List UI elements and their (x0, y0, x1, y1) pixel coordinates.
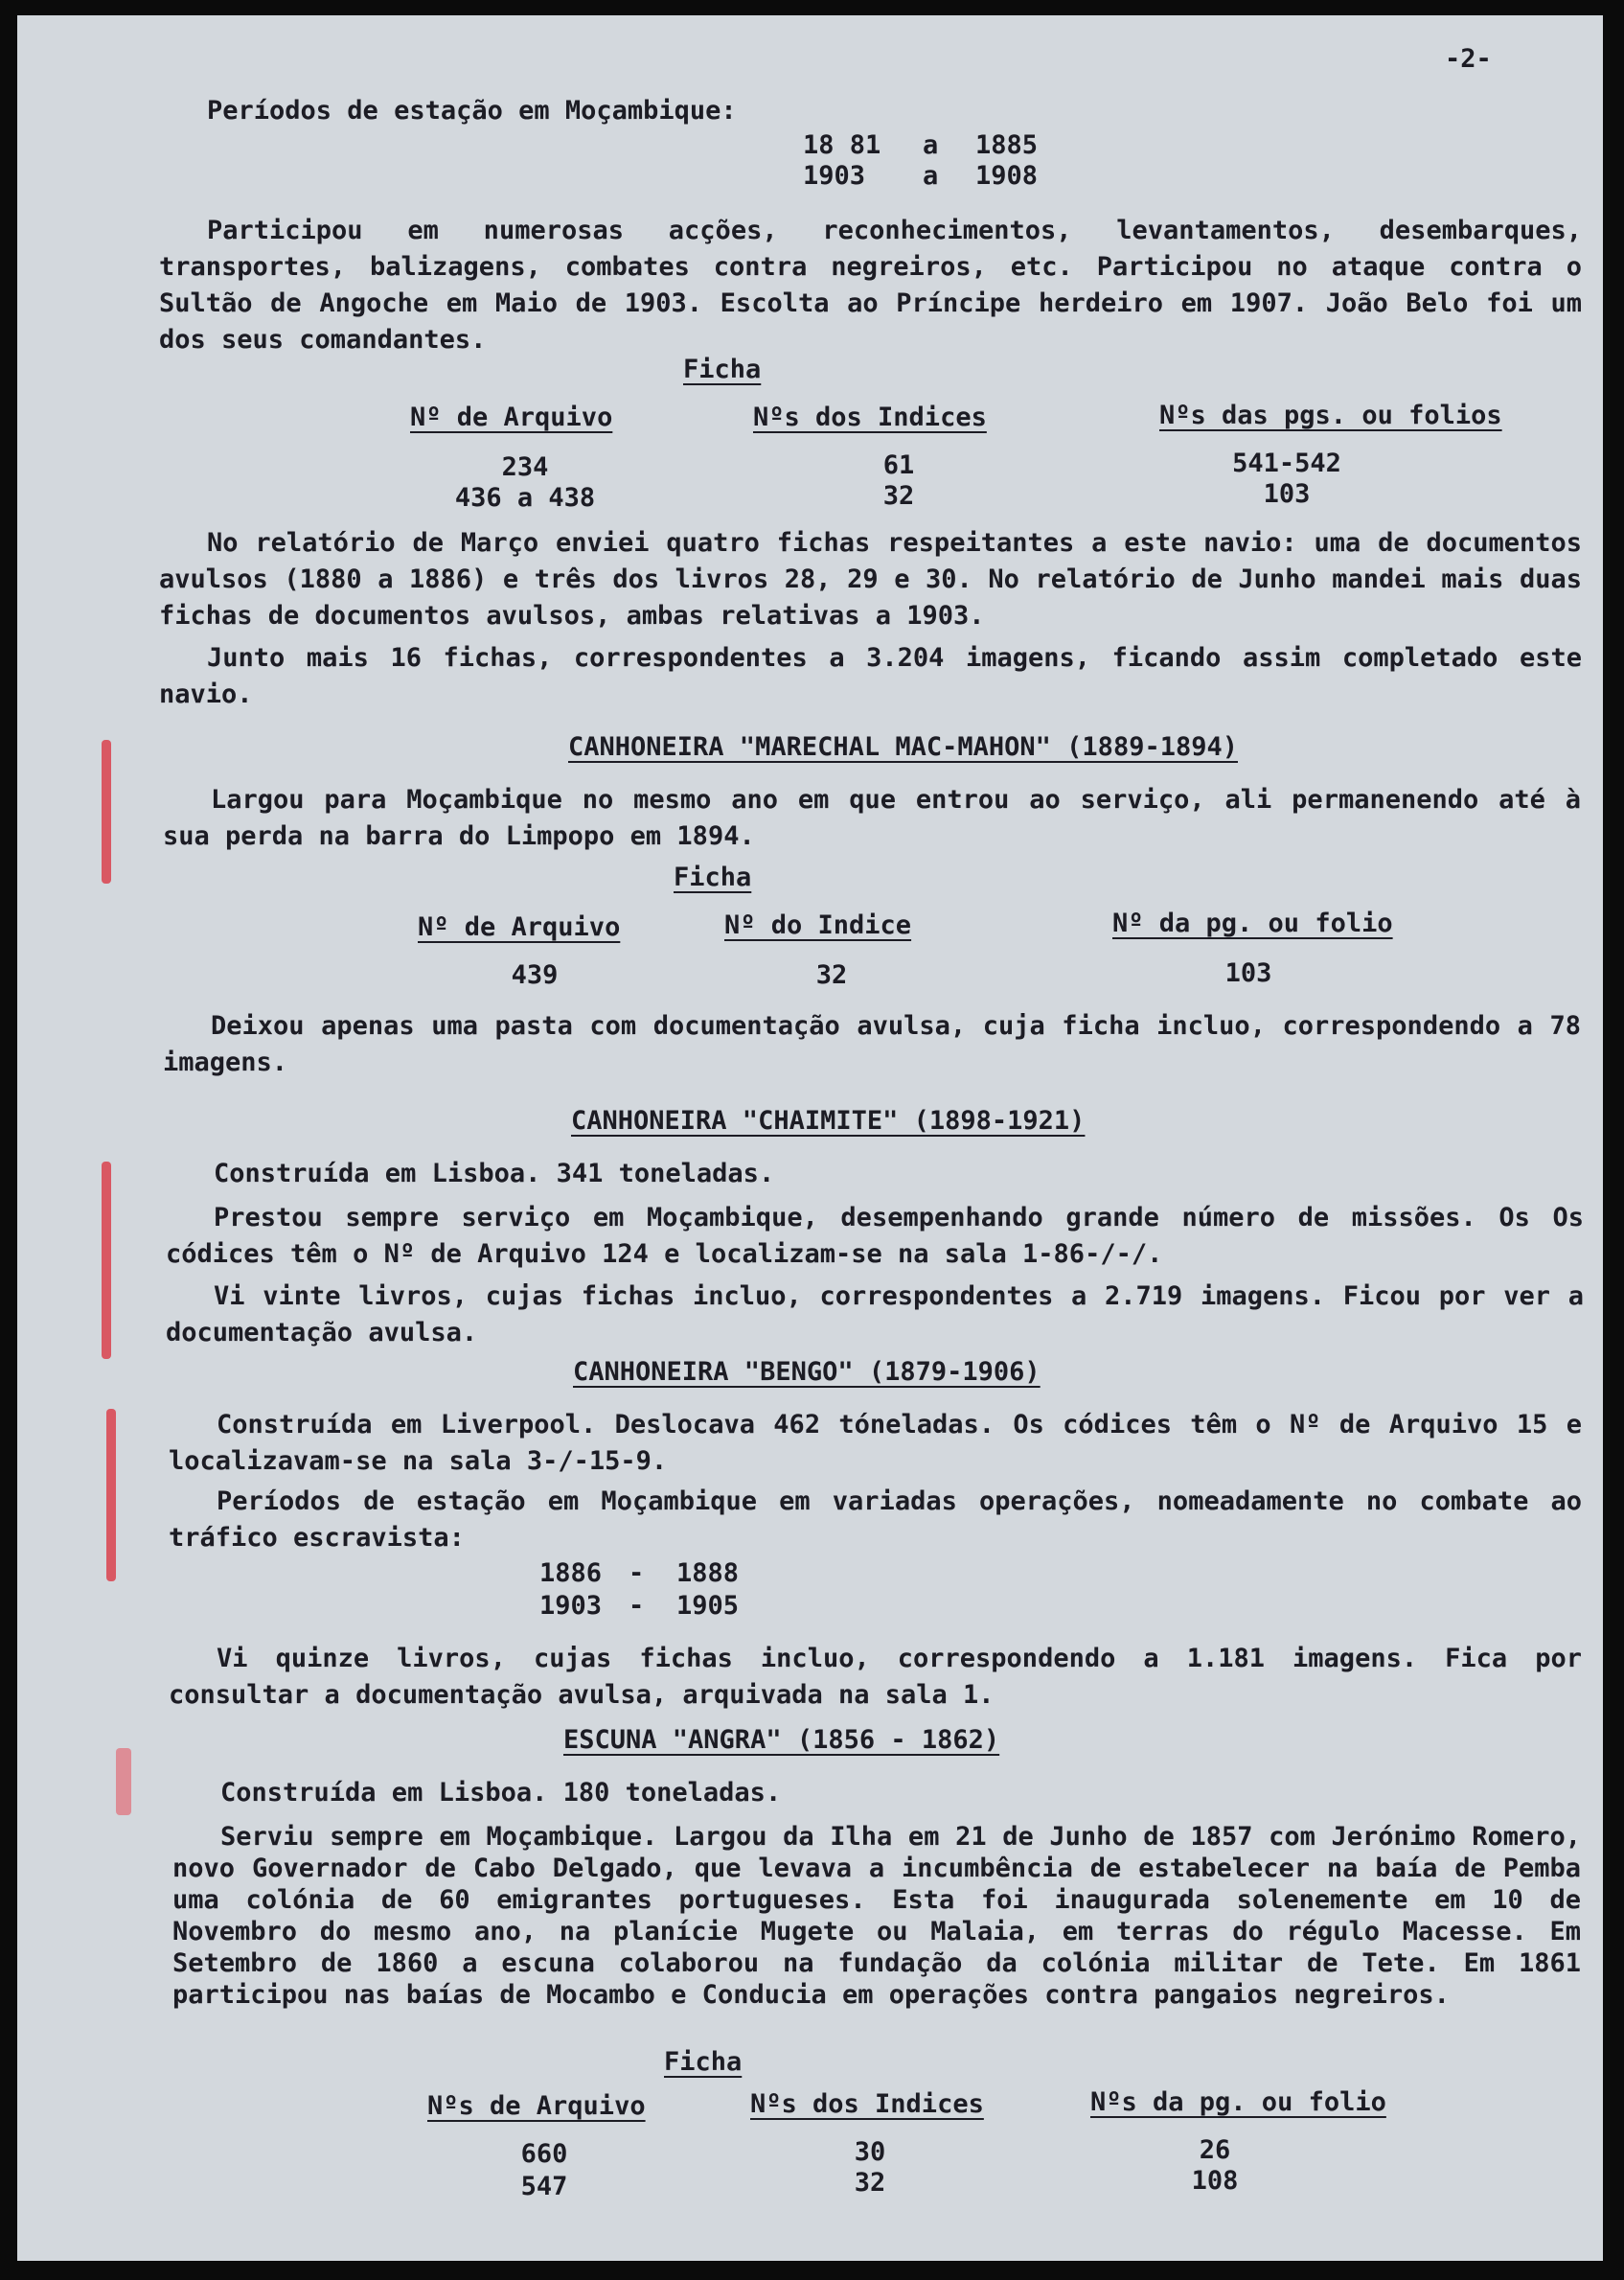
periods-label: Períodos de estação em Moçambique: (207, 96, 737, 126)
marechal-paragraph: Largou para Moçambique no mesmo ano em que entrou ao serviço, ali permanenendo até à sua perda na barra do Limpopo em 1894. (163, 785, 1581, 851)
bengo-p2: Períodos de estação em Moçambique em variadas operações, nomeadamente no combate ao tráfico escravista: (169, 1486, 1582, 1553)
period-to: 1885 (975, 130, 1039, 160)
chaimite-p3: Vi vinte livros, cujas fichas incluo, correspondentes a 2.719 imagens. Ficou por ver a documentação avulsa. (166, 1281, 1584, 1347)
section-heading: CANHONEIRA "BENGO" (1879-1906) (573, 1357, 1041, 1387)
chaimite-p2: Prestou sempre serviço em Moçambique, desempenhando grande número de missões. Os Os códices têm o Nº de Arquivo 124 e localizam-se na sala 1-86-/-/. (166, 1203, 1584, 1269)
ficha-header-indice: Nº do Indice (724, 910, 912, 940)
period-sep: a (923, 161, 939, 191)
period-to: 1908 (975, 161, 1039, 191)
period-to: 1905 (676, 1591, 740, 1621)
period-to: 1888 (676, 1558, 740, 1588)
ficha-title: Ficha (664, 2047, 743, 2077)
marechal-after: Deixou apenas uma pasta com documentação avulsa, cuja ficha incluo, correspondendo a 78 imagens. (163, 1011, 1581, 1077)
ficha-header-folios: Nºs das pgs. ou folios (1159, 401, 1502, 430)
table-cell: 547 (520, 2172, 568, 2201)
chaimite-p1: Construída em Lisboa. 341 toneladas. (214, 1159, 775, 1188)
period-sep: - (629, 1591, 645, 1621)
table-cell: 660 (520, 2139, 568, 2169)
margin-mark (116, 1748, 131, 1815)
angra-p2: Serviu sempre em Moçambique. Largou da Ilha em 21 de Junho de 1857 com Jerónimo Romero, novo Governador de Cabo Delgado, que levava a incumbência de estabelecer na baía de Pemba uma colónia de 60 emigrantes portugueses. Esta foi inaugurada solenemente em 10 de Novembro do mesmo ano, na planície Mugete ou Malaia, em terras do régulo Macesse. Em Setembro de 1860 a escuna colaborou na fundação da colónia militar de Tete. Em 1861 participou nas baías de Mocambo e Conducia em operações contra pangaios negreiros. (172, 1822, 1581, 2010)
junto-paragraph: Junto mais 16 fichas, correspondentes a 3.204 imagens, ficando assim completado este navio. (159, 643, 1582, 709)
table-cell: 541-542 (1232, 449, 1341, 478)
period-sep: - (629, 1558, 645, 1588)
table-cell: 108 (1191, 2166, 1239, 2196)
period-from: 1903 (803, 161, 866, 191)
angra-p1: Construída em Lisboa. 180 toneladas. (220, 1778, 782, 1808)
document-page (17, 15, 1603, 2261)
table-cell: 32 (882, 481, 915, 511)
ficha-header-arquivo: Nº de Arquivo (410, 403, 613, 432)
table-cell: 103 (1224, 958, 1272, 988)
ficha-header-indices: Nºs dos Indices (750, 2089, 984, 2119)
relatorio-paragraph: No relatório de Março enviei quatro fichas respeitantes a este navio: uma de documentos avulsos (1880 a 1886) e três dos livros 28, 29 e 30. No relatório de Junho mandei mais duas fichas de documentos avulsos, ambas relativas a 1903. (159, 528, 1582, 631)
section-heading: ESCUNA "ANGRA" (1856 - 1862) (563, 1725, 1000, 1755)
table-cell: 436 a 438 (454, 483, 596, 513)
ficha-header-arquivo: Nº de Arquivo (418, 912, 621, 942)
ficha-title: Ficha (674, 863, 752, 892)
table-cell: 61 (882, 450, 915, 480)
margin-mark (102, 1162, 111, 1359)
table-cell: 32 (815, 960, 848, 990)
table-cell: 30 (854, 2137, 886, 2167)
period-from: 1886 (539, 1558, 603, 1588)
period-from: 18 81 (803, 130, 881, 160)
ficha-header-arquivo: Nºs de Arquivo (427, 2091, 646, 2121)
table-cell: 103 (1263, 479, 1311, 509)
table-cell: 32 (854, 2168, 886, 2198)
section-heading: CANHONEIRA "MARECHAL MAC-MAHON" (1889-1894) (568, 732, 1238, 762)
ficha-title: Ficha (683, 355, 762, 384)
page-number: -2- (1445, 44, 1492, 74)
ficha-header-folio: Nº da pg. ou folio (1112, 909, 1393, 938)
intro-paragraph: Participou em numerosas acções, reconhecimentos, levantamentos, desembarques, transportes, balizagens, combates contra negreiros, etc. Participou no ataque contra o Sultão de Angoche em Maio de 1903. Escolta ao Príncipe herdeiro em 1907. João Belo foi um dos seus comandantes. (159, 216, 1582, 355)
table-cell: 439 (511, 960, 559, 990)
margin-mark (102, 740, 111, 884)
period-from: 1903 (539, 1591, 603, 1621)
ficha-header-folio: Nºs da pg. ou folio (1090, 2087, 1386, 2117)
table-cell: 26 (1199, 2135, 1231, 2165)
period-sep: a (923, 130, 939, 160)
table-cell: 234 (501, 452, 549, 482)
section-heading: CANHONEIRA "CHAIMITE" (1898-1921) (571, 1106, 1086, 1136)
margin-mark (106, 1409, 116, 1581)
ficha-header-indices: Nºs dos Indices (753, 403, 987, 432)
bengo-p1: Construída em Liverpool. Deslocava 462 tóneladas. Os códices têm o Nº de Arquivo 15 e localizavam-se na sala 3-/-15-9. (169, 1410, 1582, 1476)
bengo-p3: Vi quinze livros, cujas fichas incluo, correspondendo a 1.181 imagens. Fica por consultar a documentação avulsa, arquivada na sala 1. (169, 1644, 1582, 1710)
